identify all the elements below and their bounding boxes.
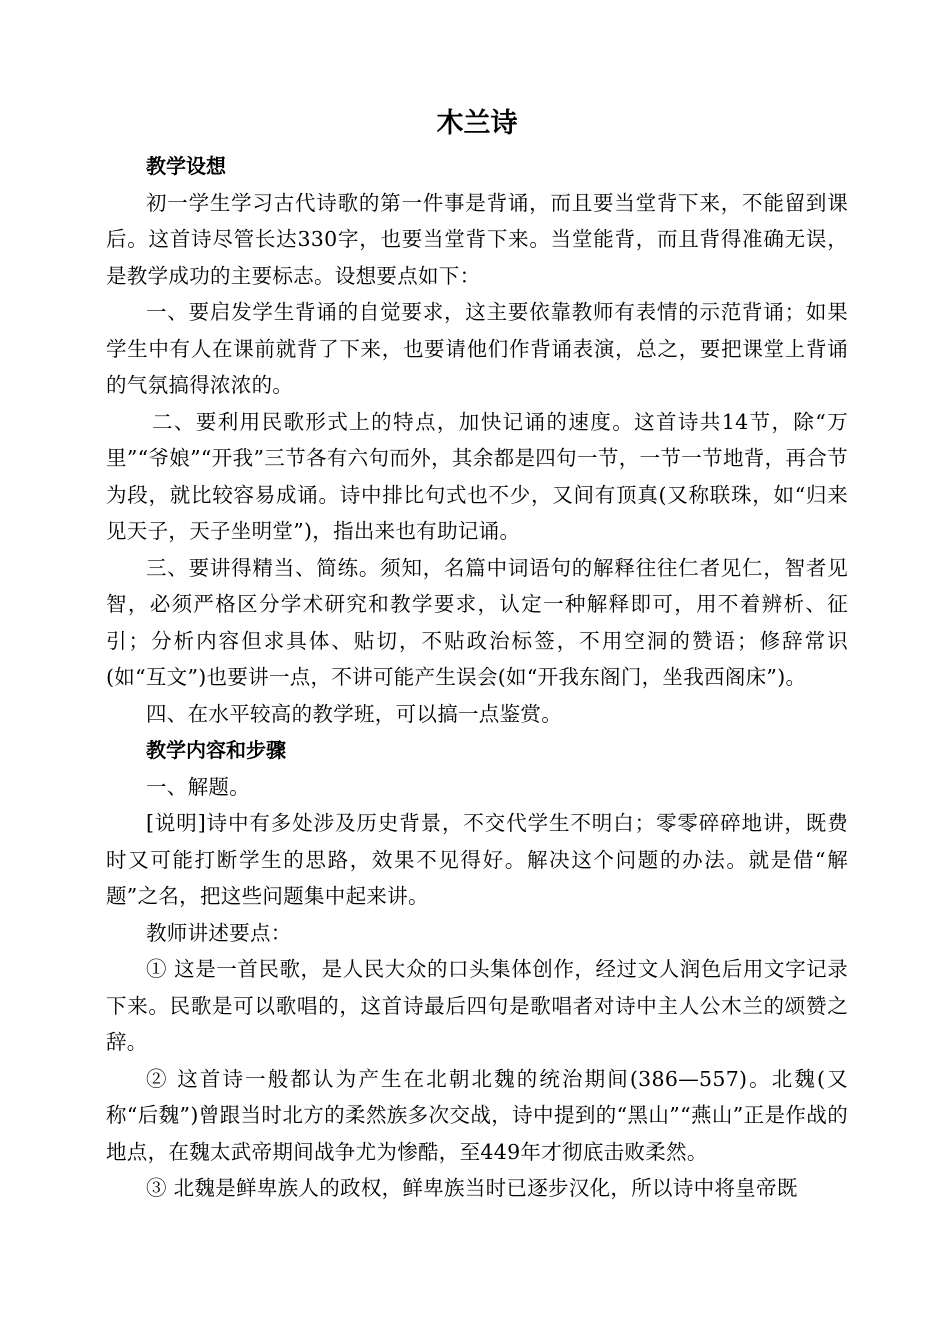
section-heading-content-steps: 教学内容和步骤 [146, 738, 286, 762]
paragraph: 初一学生学习古代诗歌的第一件事是背诵，而且要当堂背下来，不能留到课后。这首诗尽管长达330字，也要当堂背下来。当堂能背，而且背得准确无误，是教学成功的主要标志。设想要点如下： [106, 190, 848, 288]
list-item: ③ 北魏是鲜卑族人的政权，鲜卑族当时已逐步汉化，所以诗中将皇帝既 [146, 1176, 798, 1200]
section-heading-teaching-concept: 教学设想 [146, 154, 226, 178]
document-page [106, 100, 848, 1207]
paragraph: 教师讲述要点： [146, 920, 292, 945]
paragraph: 一、要启发学生背诵的自觉要求，这主要依靠教师有表情的示范背诵；如果学生中有人在课前就背了下来，也要请他们作背诵表演，总之，要把课堂上背诵的气氛搞得浓浓的。 [106, 300, 848, 397]
paragraph: 三、要讲得精当、简练。须知，名篇中词语句的解释往往仁者见仁，智者见智，必须严格区分学术研究和教学要求，认定一种解释即可，用不着辨析、征引；分析内容但求具体、贴切，不贴政治标签，不用空洞的赞语；修辞常识(如“互文”)也要讲一点，不讲可能产生误会(如“开我东阁门，坐我西阁床”)。 [106, 555, 848, 689]
paragraph: 二、要利用民歌形式上的特点，加快记诵的速度。这首诗共14节，除“万里”“爷娘”“开我”三节各有六句而外，其余都是四句一节，一节一节地背，再合节为段，就比较容易成诵。诗中排比句式也不少，又间有顶真(又称联珠，如“归来见天子，天子坐明堂”)，指出来也有助记诵。 [106, 409, 848, 543]
paragraph: 一、解题。 [146, 774, 250, 799]
list-item: ② 这首诗一般都认为产生在北朝北魏的统治期间(386—557)。北魏(又称“后魏”)曾跟当时北方的柔然族多次交战，诗中提到的“黑山”“燕山”正是作战的地点，在魏太武帝期间战争尤为惨酷，至449年才彻底击败柔然。 [106, 1066, 848, 1164]
paragraph: [说明]诗中有多处涉及历史背景，不交代学生不明白；零零碎碎地讲，既费时又可能打断学生的思路，效果不见得好。解决这个问题的办法。就是借“解题”之名，把这些问题集中起来讲。 [106, 811, 848, 908]
paragraph: 四、在水平较高的教学班，可以搞一点鉴赏。 [146, 701, 562, 726]
list-item: ① 这是一首民歌，是人民大众的口头集体创作，经过文人润色后用文字记录下来。民歌是可以歌唱的，这首诗最后四句是歌唱者对诗中主人公木兰的颂赞之辞。 [106, 957, 848, 1054]
document-title: 木兰诗 [436, 108, 518, 139]
